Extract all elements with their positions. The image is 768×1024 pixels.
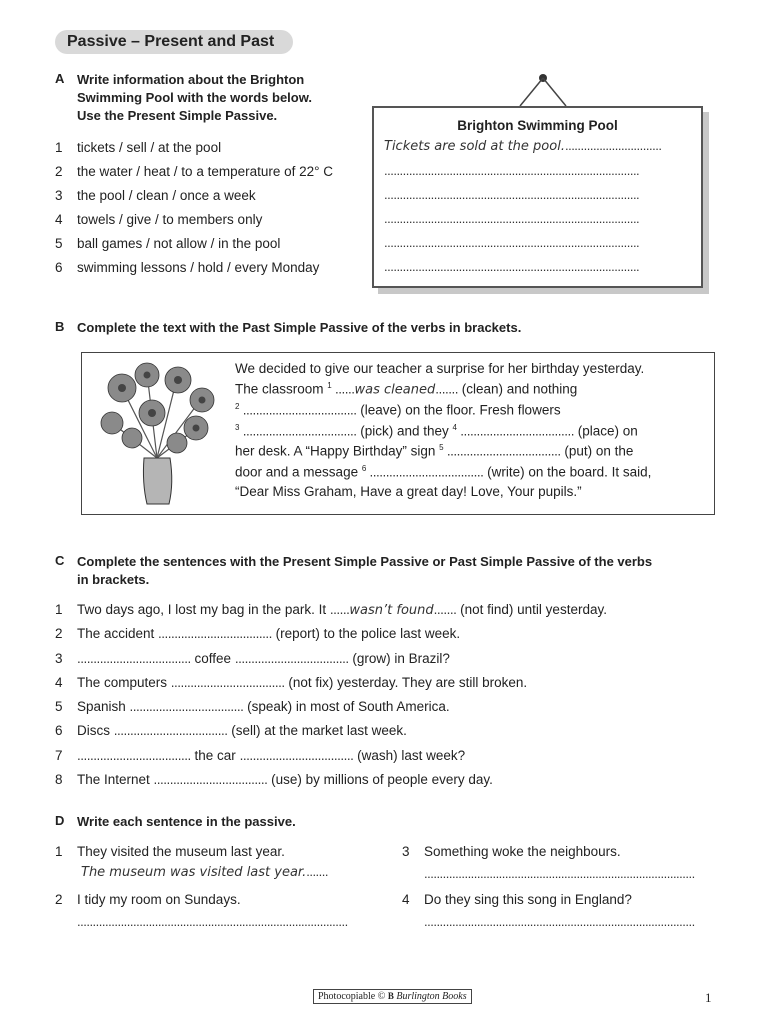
section-a-instruction: Write information about the Brighton Swimming Pool with the words below. Use the Present Simple Passive. [77,72,312,123]
sign-title: Brighton Swimming Pool [457,118,618,133]
list-item: towels / give / to members only [77,212,263,227]
text-line: The classroom $^1$ ......was cleaned....... (clean) and nothing [235,381,578,398]
burlington-logo-icon: B [387,991,394,1001]
list-item: They visited the museum last year. [77,844,285,859]
section-b-instruction: Complete the text with the Past Simple Passive of the verbs in brackets. [77,320,522,335]
text-line: We decided to give our teacher a surprise for her birthday yesterday. [235,361,645,376]
text-line: “Dear Miss Graham, Have a great day! Love, Your pupils.” [235,484,582,499]
answer-line[interactable]: .................................................................................. [384,187,640,202]
answer-line[interactable]: Tickets are sold at the pool................................ [384,138,662,154]
list-item: The Internet ................................... (use) by millions of people every day. [77,772,493,787]
section-d-letter: D [55,813,65,828]
list-item: The accident ................................... (report) to the police last week. [77,626,461,641]
answer-line[interactable]: .................................................................................. [384,259,640,274]
section-c-letter: C [55,553,65,568]
photocopiable-badge: Photocopiable © B Burlington Books [313,989,472,1004]
sign-hanger-icon [510,70,580,110]
list-item: I tidy my room on Sundays. [77,892,241,907]
list-item: Discs ................................... (sell) at the market last week. [77,723,407,738]
list-item: swimming lessons / hold / every Monday [77,260,320,275]
section-b-textbox [81,352,715,515]
example-answer: was cleaned [354,382,436,398]
text-line: $^2$ ................................... (leave) on the floor. Fresh flowers [235,402,561,418]
list-item: Two days ago, I lost my bag in the park. It ......wasn’t found....... (not find) until yesterday. [77,602,607,618]
list-item: ball games / not allow / in the pool [77,236,281,251]
answer-line[interactable]: .................................................................................. [384,163,640,178]
list-item: the pool / clean / once a week [77,188,256,203]
list-item: Spanish ................................... (speak) in most of South America. [77,699,450,714]
list-item: tickets / sell / at the pool [77,140,222,155]
section-d-instruction: Write each sentence in the passive. [77,814,296,829]
list-item: Do they sing this song in England? [424,892,632,907]
text-line: her desk. A “Happy Birthday” sign $^5$ ................................... (put) on the [235,443,634,459]
list-item: the water / heat / to a temperature of 22° C [77,164,334,179]
answer-line[interactable]: ....................................................................................... [424,866,695,881]
answer-line[interactable]: .................................................................................. [384,235,640,250]
example-answer: wasn’t found [349,603,434,618]
section-a-letter: A [55,71,65,86]
list-item: The computers ................................... (not fix) yesterday. They are still broken. [77,675,528,690]
answer-line[interactable]: The museum was visited last year........ [77,864,367,880]
text-line: door and a message $^6$ ................................... (write) on the board. It said, [235,464,652,480]
answer-line[interactable]: ....................................................................................... [77,914,348,929]
page-number: 1 [705,990,712,1005]
list-item: ................................... coffee ................................... (grow) in Brazil? [77,651,450,666]
answer-line[interactable]: ....................................................................................... [424,914,695,929]
section-b-letter: B [55,319,65,334]
flower-vase-icon [92,358,222,508]
text-line: $^3$ ................................... (pick) and they $^4$ ................................... (place) on [235,423,638,439]
example-answer: Tickets are sold at the pool. [384,139,565,154]
section-c-instruction: Complete the sentences with the Present Simple Passive or Past Simple Passive of the verbs in brackets. [77,554,653,587]
list-item: ................................... the car ................................... (wash) last week? [77,748,466,763]
list-item: Something woke the neighbours. [424,844,621,859]
page-title: Passive – Present and Past [55,30,293,54]
example-answer: The museum was visited last year. [81,865,307,880]
pool-sign [372,106,703,288]
answer-line[interactable]: .................................................................................. [384,211,640,226]
